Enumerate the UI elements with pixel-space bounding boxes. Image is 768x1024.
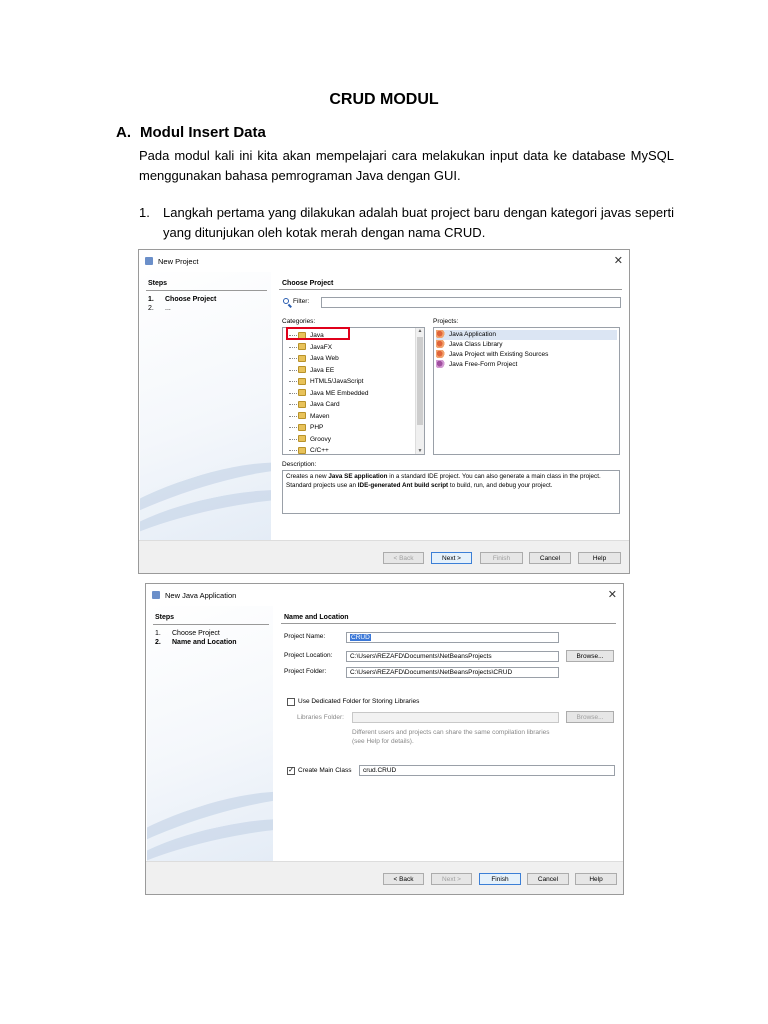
libraries-note: Different users and projects can share the same compilation libraries (see Help for details). <box>352 729 550 745</box>
step-item: 1. Choose Project <box>155 630 220 637</box>
java-cup-icon <box>436 330 445 338</box>
project-item[interactable]: Java Free-Form Project <box>436 360 517 370</box>
step-item: 2. Name and Location <box>155 639 237 646</box>
category-item-java[interactable]: Java <box>289 330 324 341</box>
filter-input[interactable] <box>321 297 621 308</box>
panel-title: Name and Location <box>284 614 349 621</box>
steps-divider <box>146 290 267 291</box>
create-main-class-label: Create Main Class <box>298 767 352 774</box>
folder-icon <box>298 389 306 396</box>
project-name-label: Project Name: <box>284 633 326 640</box>
help-button[interactable]: Help <box>575 873 617 885</box>
finish-button[interactable]: Finish <box>479 873 521 885</box>
dialog-titlebar <box>146 584 623 606</box>
steps-panel <box>147 606 273 862</box>
intro-paragraph: Pada modul kali ini kita akan mempelajari cara melakukan input data ke database MySQL menggunakan bahasa pemrograman Java dengan GUI. <box>139 148 674 183</box>
category-item[interactable]: Java EE <box>289 365 334 376</box>
back-button[interactable]: < Back <box>383 552 424 564</box>
scroll-up-icon[interactable]: ▲ <box>417 328 423 334</box>
projects-list[interactable] <box>433 327 620 455</box>
folder-icon <box>298 366 306 373</box>
search-icon <box>283 298 289 304</box>
folder-icon <box>298 343 306 350</box>
description-label: Description: <box>282 461 317 468</box>
cancel-button[interactable]: Cancel <box>529 552 571 564</box>
categories-label: Categories: <box>282 318 316 325</box>
steps-header: Steps <box>155 614 175 621</box>
libraries-folder-input[interactable] <box>352 712 559 723</box>
folder-icon <box>298 401 306 408</box>
next-button[interactable]: Next > <box>431 873 472 885</box>
help-button[interactable]: Help <box>578 552 621 564</box>
projects-label: Projects: <box>433 318 459 325</box>
folder-icon <box>298 435 306 442</box>
section-heading <box>116 124 266 141</box>
dialog-footer <box>146 861 623 894</box>
dialog-footer <box>139 540 629 573</box>
browse-location-button[interactable]: Browse... <box>566 650 614 662</box>
folder-icon <box>298 378 306 385</box>
category-item[interactable]: Groovy <box>289 434 331 445</box>
project-item[interactable]: Java Class Library <box>436 340 502 350</box>
close-icon[interactable]: ✕ <box>613 255 623 267</box>
dialog-title: New Java Application <box>165 591 237 600</box>
java-cup-icon <box>436 350 445 358</box>
dedicated-folder-label: Use Dedicated Folder for Storing Libraries <box>298 698 420 705</box>
netbeans-icon <box>152 591 160 599</box>
project-item-selected[interactable]: Java Application <box>436 330 617 340</box>
category-item[interactable]: C/C++ <box>289 445 329 455</box>
category-item[interactable]: PHP <box>289 422 323 433</box>
category-item[interactable]: Java Card <box>289 399 340 410</box>
folder-icon <box>298 355 306 362</box>
choose-project-panel <box>273 272 628 541</box>
project-location-input[interactable]: C:\Users\REZAFD\Documents\NetBeansProjects <box>346 651 559 662</box>
libraries-folder-label: Libraries Folder: <box>297 714 344 721</box>
category-item[interactable]: HTML5/JavaScript <box>289 376 363 387</box>
scroll-down-icon[interactable]: ▼ <box>417 448 423 454</box>
project-folder-input[interactable]: C:\Users\REZAFD\Documents\NetBeansProjects\CRUD <box>346 667 559 678</box>
folder-icon <box>298 447 306 454</box>
folder-icon <box>298 424 306 431</box>
panel-divider <box>281 623 616 624</box>
java-freeform-icon <box>436 360 445 368</box>
category-item[interactable]: Java Web <box>289 353 339 364</box>
project-name-input[interactable]: CRUD <box>346 632 559 643</box>
category-item[interactable]: Java ME Embedded <box>289 388 369 399</box>
new-java-application-dialog <box>145 583 624 895</box>
steps-divider <box>153 624 269 625</box>
steps-header: Steps <box>148 280 168 287</box>
netbeans-icon <box>145 257 153 265</box>
step-1-text: Langkah pertama yang dilakukan adalah buat project baru dengan kategori javas seperti yang ditunjukan oleh kotak merah dengan nama CRUD. <box>163 205 674 240</box>
category-item[interactable]: JavaFX <box>289 342 332 353</box>
categories-list[interactable] <box>282 327 425 455</box>
browse-libraries-button[interactable]: Browse... <box>566 711 614 723</box>
document-title: CRUD MODUL <box>329 91 439 108</box>
create-main-class-checkbox[interactable]: ✓ <box>288 767 294 774</box>
project-location-label: Project Location: <box>284 652 333 659</box>
dialog-titlebar <box>139 250 629 272</box>
section-label: A. <box>116 124 131 141</box>
description-box: Creates a new Java SE application in a standard IDE project. You can also generate a main class in the project. Standard projects use an IDE-generated Ant build script to build, run, and debug your project. <box>282 470 620 514</box>
scrollbar-thumb[interactable] <box>417 337 423 425</box>
step-item: 2. ... <box>148 305 171 312</box>
next-button[interactable]: Next > <box>431 552 472 564</box>
project-item[interactable]: Java Project with Existing Sources <box>436 350 548 360</box>
finish-button[interactable]: Finish <box>480 552 523 564</box>
panel-divider <box>279 289 622 290</box>
back-button[interactable]: < Back <box>383 873 424 885</box>
close-icon[interactable]: ✕ <box>607 589 617 601</box>
cancel-button[interactable]: Cancel <box>527 873 569 885</box>
new-project-dialog <box>138 249 630 574</box>
section-title: Modul Insert Data <box>140 124 266 141</box>
folder-icon <box>298 412 306 419</box>
dedicated-folder-checkbox[interactable] <box>287 698 295 706</box>
java-cup-icon <box>436 340 445 348</box>
steps-panel <box>140 272 271 541</box>
step-item: 1. Choose Project <box>148 296 217 303</box>
categories-scrollbar[interactable] <box>415 328 424 454</box>
dialog-title: New Project <box>158 257 199 266</box>
category-item[interactable]: Maven <box>289 411 330 422</box>
name-location-panel <box>275 606 622 862</box>
step-1-number: 1. <box>139 205 150 220</box>
panel-title: Choose Project <box>282 280 334 287</box>
red-highlight-box <box>286 327 350 340</box>
project-folder-label: Project Folder: <box>284 668 327 675</box>
main-class-input[interactable]: crud.CRUD <box>359 765 615 776</box>
filter-label: Filter: <box>293 298 310 305</box>
